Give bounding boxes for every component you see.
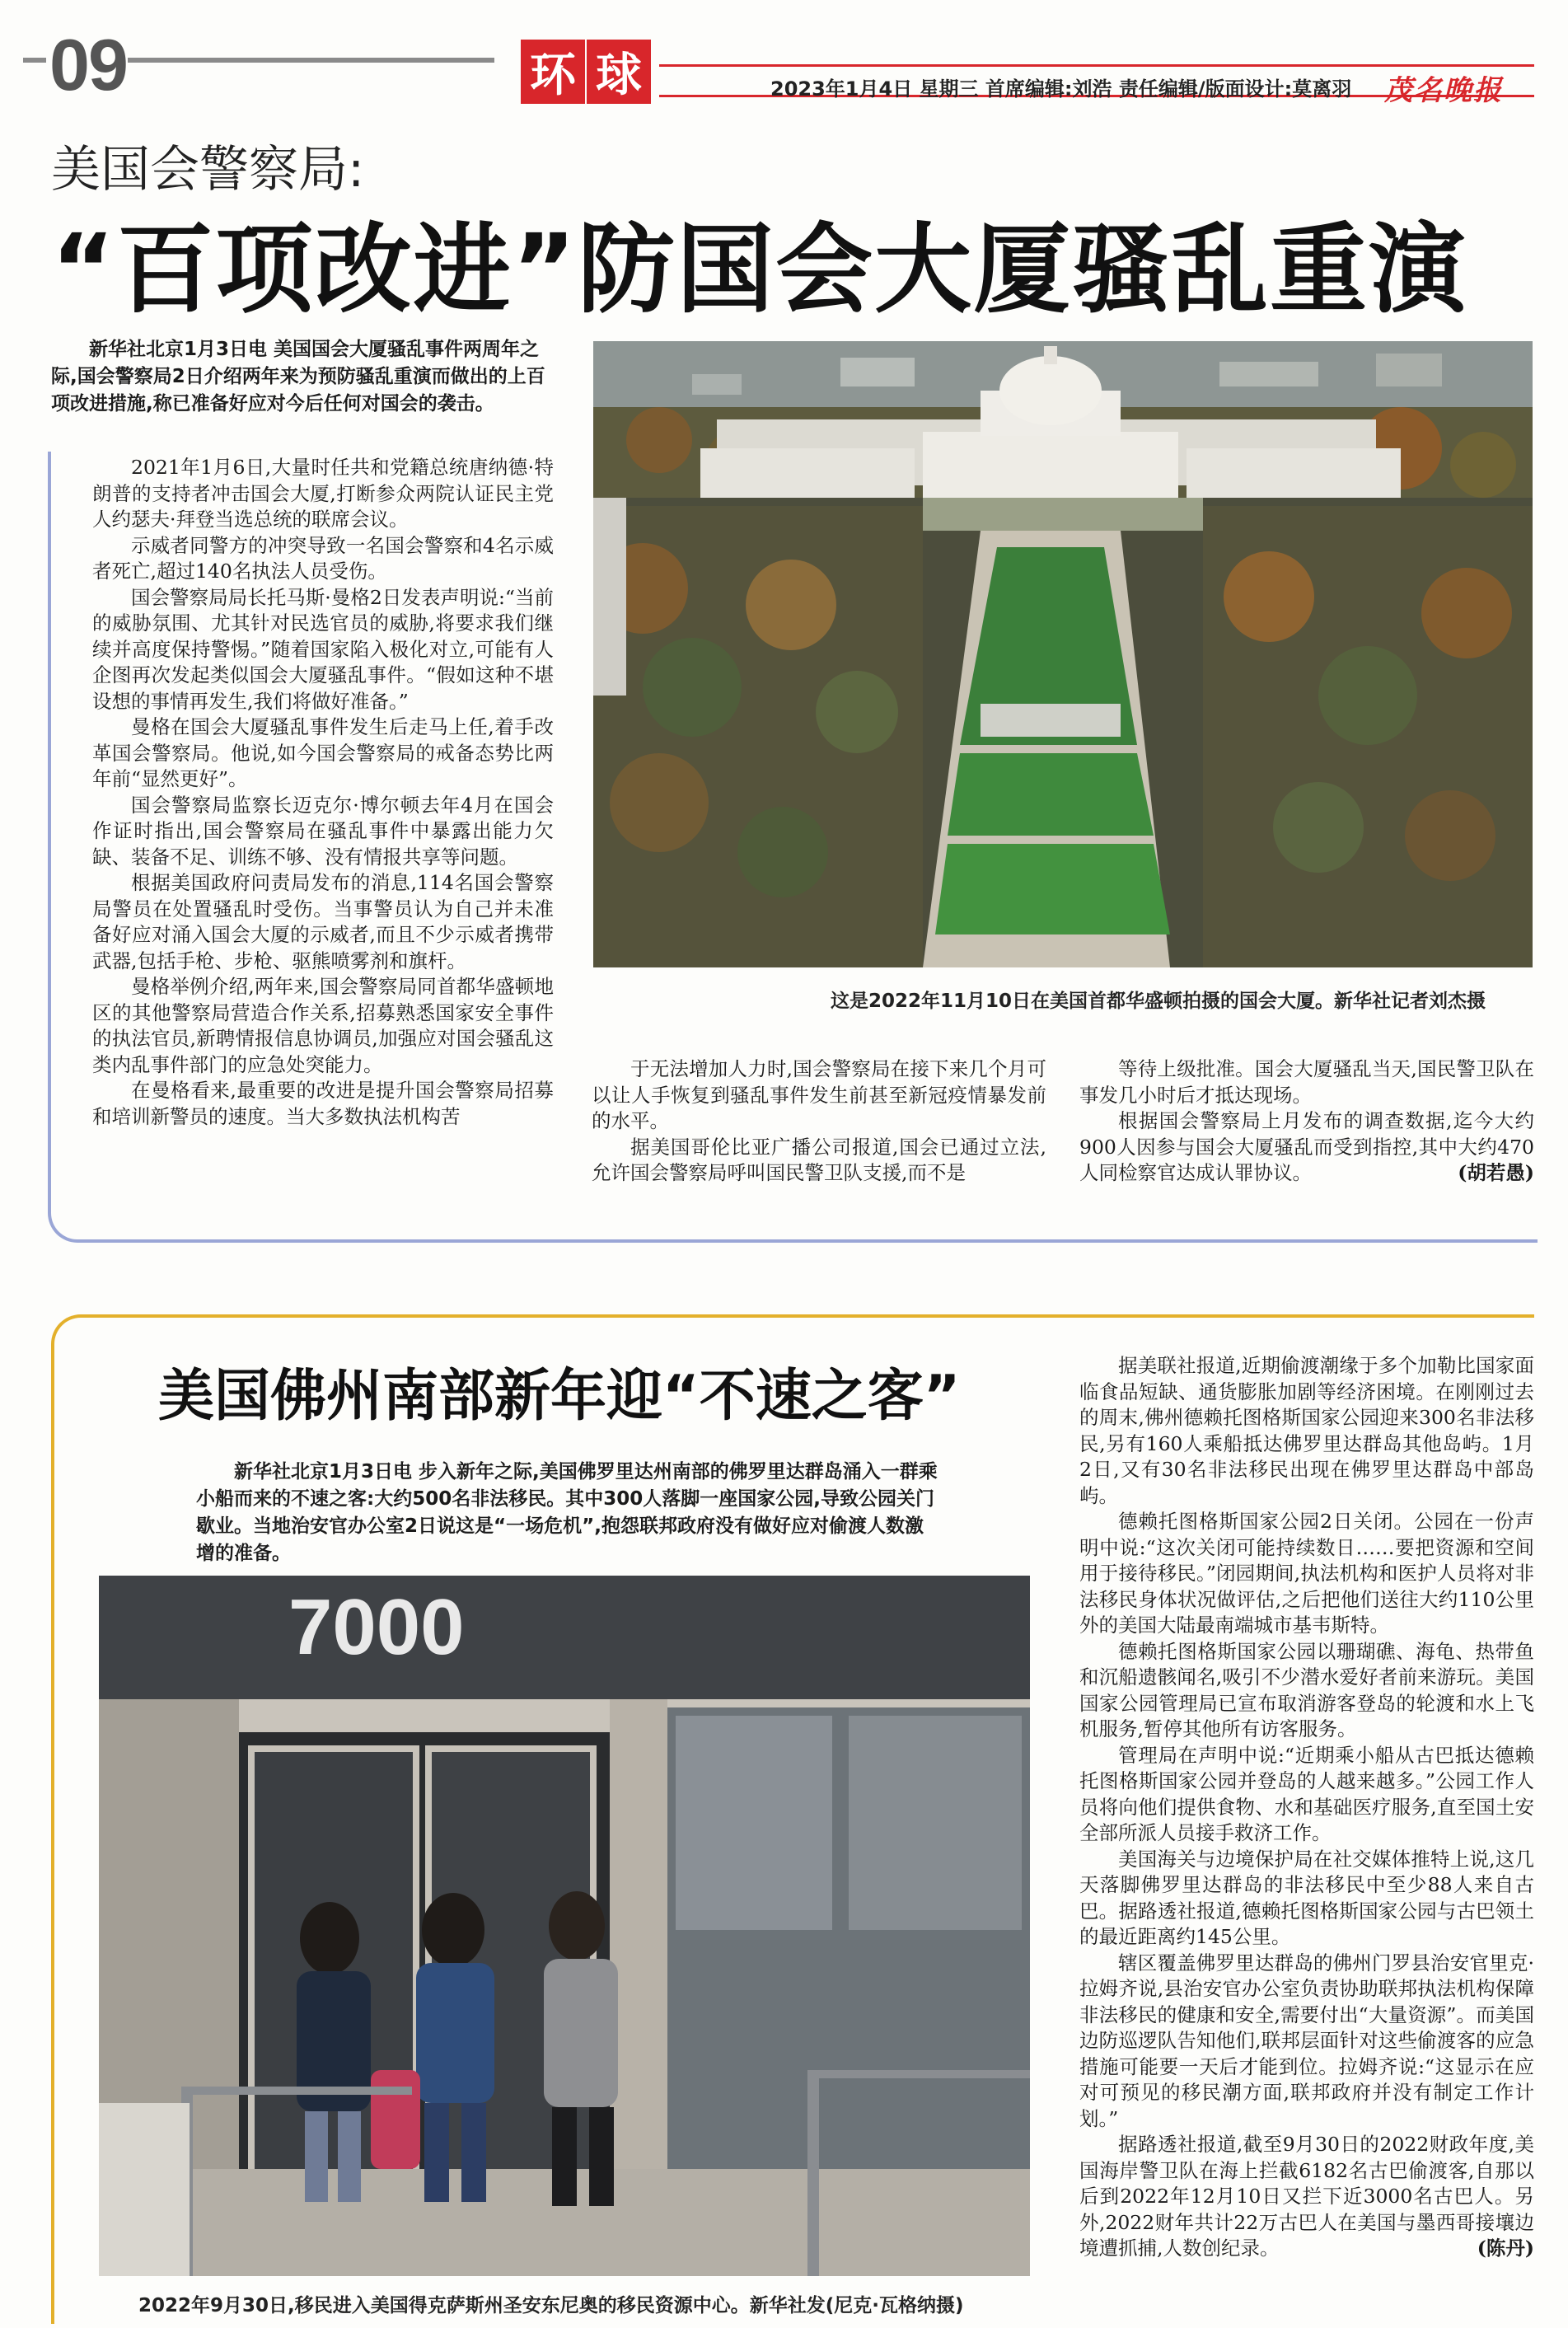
capitol-photo bbox=[593, 341, 1533, 967]
story1-photo-caption: 这是2022年11月10日在美国首都华盛顿拍摄的国会大厦。新华社记者刘杰摄 bbox=[831, 991, 1486, 1012]
story2-photo-caption: 2022年9月30日,移民进入美国得克萨斯州圣安东尼奥的移民资源中心。新华社发(尼克·瓦格纳摄) bbox=[138, 2295, 964, 2316]
story2-paragraph bbox=[1079, 2132, 1534, 2262]
story2-paragraph: 德赖托图格斯国家公园2日关闭。公园在一份声明中说:“这次关闭可能持续数日……要把资源和空间用于接待移民。”闭园期间,执法机构和医护人员将对非法移民身体状况做评估,之后把他们送往大约110公里外的美国大陆最南端城市基韦斯特。 bbox=[1079, 1510, 1534, 1637]
header-dash bbox=[23, 58, 46, 63]
story1-paragraph: 曼格举例介绍,两年来,国会警察局同首都华盛顿地区的其他警察局营造合作关系,招募熟悉国家安全事件的执法官员,新聘情报信息协调员,加强应对国会骚乱这类内乱事件部门的应急处突能力。 bbox=[92, 975, 554, 1076]
page-number: 09 bbox=[49, 24, 127, 105]
story2-paragraph: 据美联社报道,近期偷渡潮缘于多个加勒比国家面临食品短缺、通货膨胀加剧等经济困境。在刚刚过去的周末,佛州德赖托图格斯国家公园迎来300名非法移民,另有160人乘船抵达佛罗里达群岛其他岛屿。1月2日,又有30名非法移民出现在佛罗里达群岛中部岛屿。 bbox=[1079, 1354, 1534, 1507]
header-meta: 2023年1月4日 星期三 首席编辑:刘浩 责任编辑/版面设计:莫离羽 bbox=[770, 77, 1352, 101]
header-rule bbox=[128, 58, 494, 63]
story2-lead: 新华社北京1月3日电 步入新年之际,美国佛罗里达州南部的佛罗里达群岛涌入一群乘小船而来的不速之客:大约500名非法移民。其中300人落脚一座国家公园,导致公园关门歇业。当地治安官办公室2日说这是“一场危机”,抱怨联邦政府没有做好应对偷渡人数激增的准备。 bbox=[196, 1461, 938, 1564]
story2-paragraph-text: 据路透社报道,截至9月30日的2022财政年度,美国海岸警卫队在海上拦截6182名古巴偷渡客,自那以后到2022年12月10日又拦下近3000名古巴人。另外,2022财年共计22万古巴人在美国与墨西哥接壤边境遭抓捕,人数创纪录。 bbox=[1079, 2133, 1534, 2260]
masthead-logo: 茂名晚报 bbox=[1384, 74, 1503, 107]
story1-paragraph: 国会警察局监察长迈克尔·博尔顿去年4月在国会作证时指出,国会警察局在骚乱事件中暴露出能力欠缺、装备不足、训练不够、没有情报共享等问题。 bbox=[92, 793, 554, 869]
story1-paragraph bbox=[1079, 1108, 1534, 1187]
story1-paragraph: 示威者同警方的冲突导致一名国会警察和4名示威者死亡,超过140名执法人员受伤。 bbox=[92, 533, 554, 583]
story2-paragraph: 美国海关与边境保护局在社交媒体推特上说,这几天落脚佛罗里达群岛的非法移民中至少88人来自古巴。据路透社报道,德赖托图格斯国家公园与古巴领土的最近距离约145公里。 bbox=[1079, 1847, 1534, 1948]
building-sign: 7000 bbox=[288, 1583, 465, 1671]
story1-paragraph: 据美国哥伦比亚广播公司报道,国会已通过立法,允许国会警察局呼叫国民警卫队支援,而不是 bbox=[592, 1135, 1046, 1184]
story1-paragraph: 国会警察局局长托马斯·曼格2日发表声明说:“当前的威胁氛围、尤其针对民选官员的威胁,将要求我们继续并高度保持警惕。”随着国家陷入极化对立,可能有人企图再次发起类似国会大厦骚乱事件。“假如这种不堪设想的事情再发生,我们将做好准备。” bbox=[92, 585, 554, 713]
story1-kicker: 美国会警察局: bbox=[51, 141, 365, 199]
story1-byline: (胡若愚) bbox=[1458, 1161, 1534, 1184]
story1-lead: 新华社北京1月3日电 美国国会大厦骚乱事件两周年之际,国会警察局2日介绍两年来为预防骚乱重演而做出的上百项改进措施,称已准备好应对今后任何对国会的袭击。 bbox=[51, 339, 545, 415]
story2-paragraph: 管理局在声明中说:“近期乘小船从古巴抵达德赖托图格斯国家公园并登岛的人越来越多。”公园工作人员将向他们提供食物、水和基础医疗服务,直至国土安全部所派人员接手救济工作。 bbox=[1079, 1743, 1534, 1844]
story2-column bbox=[1079, 1353, 1534, 2262]
migrant-center-photo bbox=[99, 1576, 1030, 2276]
story2-paragraph: 辖区覆盖佛罗里达群岛的佛州门罗县治安官里克·拉姆齐说,县治安官办公室负责协助联邦执法机构保障非法移民的健康和安全,需要付出“大量资源”。而美国边防巡逻队告知他们,联邦层面针对这些偷渡客的应急措施可能要一天后才能到位。拉姆齐说:“这显示在应对可预见的移民潮方面,联邦政府并没有制定工作计划。” bbox=[1079, 1951, 1534, 2130]
story2-byline: (陈丹) bbox=[1477, 2237, 1534, 2260]
section-label-char-1: 环 bbox=[521, 40, 585, 104]
story1-column-1 bbox=[92, 455, 554, 1130]
story1-column-2 bbox=[592, 1056, 1046, 1187]
story1-paragraph: 根据美国政府问责局发布的消息,114名国会警察局警员在处置骚乱时受伤。当事警员认为自己并未准备好应对涌入国会大厦的示威者,而且不少示威者携带武器,包括手枪、步枪、驱熊喷雾剂和旗杆。 bbox=[92, 871, 554, 972]
story2-headline: 美国佛州南部新年迎“不速之客” bbox=[158, 1364, 961, 1429]
story1-paragraph: 曼格在国会大厦骚乱事件发生后走马上任,着手改革国会警察局。他说,如今国会警察局的戒备态势比两年前“显然更好”。 bbox=[92, 715, 554, 790]
story1-paragraph: 等待上级批准。国会大厦骚乱当天,国民警卫队在事发几小时后才抵达现场。 bbox=[1079, 1057, 1534, 1107]
story1-headline: “百项改进”防国会大厦骚乱重演 bbox=[51, 213, 1468, 326]
story1-column-3 bbox=[1079, 1056, 1534, 1187]
story1-paragraph: 在曼格看来,最重要的改进是提升国会警察局招募和培训新警员的速度。当大多数执法机构苦 bbox=[92, 1079, 554, 1128]
story1-paragraph: 于无法增加人力时,国会警察局在接下来几个月可以让人手恢复到骚乱事件发生前甚至新冠疫情暴发前的水平。 bbox=[592, 1057, 1046, 1132]
story2-paragraph: 德赖托图格斯国家公园以珊瑚礁、海龟、热带鱼和沉船遗骸闻名,吸引不少潜水爱好者前来游玩。美国国家公园管理局已宣布取消游客登岛的轮渡和水上飞机服务,暂停其他所有访客服务。 bbox=[1079, 1639, 1534, 1740]
section-label-char-2: 球 bbox=[587, 40, 651, 104]
story1-paragraph: 2021年1月6日,大量时任共和党籍总统唐纳德·特朗普的支持者冲击国会大厦,打断参众两院认证民主党人约瑟夫·拜登当选总统的联席会议。 bbox=[92, 456, 554, 531]
story1-paragraph-text: 根据国会警察局上月发布的调查数据,迄今大约900人因参与国会大厦骚乱而受到指控,其中大约470人同检察官达成认罪协议。 bbox=[1079, 1109, 1534, 1184]
